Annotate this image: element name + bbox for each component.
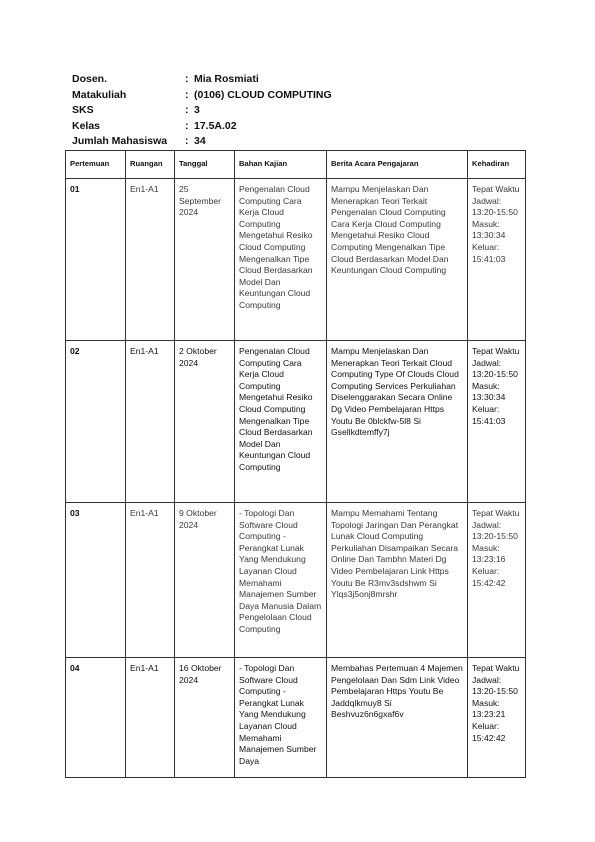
info-kelas xyxy=(72,119,332,135)
cell-kehadiran: Tepat Waktu Jadwal: 13:20-15:50 Masuk: 13:23:16 Keluar: 15:42:42 xyxy=(468,503,526,658)
separator: : xyxy=(185,104,189,116)
table-header-row xyxy=(66,151,526,179)
cell-bahan-kajian: Pengenalan Cloud Computing Cara Kerja Cloud Computing Mengetahui Resiko Cloud Computing Mengenalkan Tipe Cloud Berdasarkan Model Dan Keuntungan Cloud Computing xyxy=(235,341,327,503)
cell-pertemuan: 01 xyxy=(66,179,126,341)
separator: : xyxy=(185,73,189,85)
cell-tanggal: 2 Oktober 2024 xyxy=(175,341,235,503)
info-dosen xyxy=(72,72,332,88)
sks-value: 3 xyxy=(194,104,200,116)
cell-ruangan: En1-A1 xyxy=(126,179,175,341)
cell-berita-acara: Mampu Menjelaskan Dan Menerapkan Teori Terkait Cloud Computing Type Of Clouds Cloud Computing Services Perkuliahan Diselenggarakan Secara Online Dg Video Pembelajaran Https Youtu Be 0blckfw-5l8 Si Gsellkdtemffy7j xyxy=(327,341,468,503)
cell-bahan-kajian: Pengenalan Cloud Computing Cara Kerja Cloud Computing Mengetahui Resiko Cloud Computing Mengenalkan Tipe Cloud Berdasarkan Model Dan Keuntungan Cloud Computing xyxy=(235,179,327,341)
cell-berita-acara: Mampu Memahami Tentang Topologi Jaringan Dan Perangkat Lunak Cloud Computing Perkuliahan Disampaikan Secara Online Dan Tambhn Materi Dg Video Pembelajaran Link Https Youtu Be R3mv3sdshwm Si Ylqs3j5onj8mrshr xyxy=(327,503,468,658)
schedule-table xyxy=(65,150,526,778)
table-row xyxy=(66,503,526,658)
col-header-pertemuan: Pertemuan xyxy=(66,151,126,179)
dosen-label: Dosen. xyxy=(72,73,108,85)
course-info xyxy=(72,72,332,150)
col-header-ruangan: Ruangan xyxy=(126,151,175,179)
col-header-bahan-kajian: Bahan Kajian xyxy=(235,151,327,179)
cell-kehadiran: Tepat Waktu Jadwal: 13:20-15:50 Masuk: 13:30:34 Keluar: 15:41:03 xyxy=(468,179,526,341)
kelas-label: Kelas xyxy=(72,119,101,132)
matakuliah-label: Matakuliah xyxy=(72,88,127,101)
cell-tanggal: 25 September 2024 xyxy=(175,179,235,341)
col-header-tanggal: Tanggal xyxy=(175,151,235,179)
info-jumlah-mahasiswa xyxy=(72,134,332,150)
cell-pertemuan: 03 xyxy=(66,503,126,658)
cell-ruangan: En1-A1 xyxy=(126,658,175,778)
cell-kehadiran: Tepat Waktu Jadwal: 13:20-15:50 Masuk: 13:30:34 Keluar: 15:41:03 xyxy=(468,341,526,503)
info-sks xyxy=(72,103,332,119)
cell-tanggal: 16 Oktober 2024 xyxy=(175,658,235,778)
cell-berita-acara: Mampu Menjelaskan Dan Menerapkan Teori Terkait Pengenalan Cloud Computing Cara Kerja Cloud Computing Mengetahui Resiko Cloud Computing Mengenalkan Tipe Cloud Berdasarkan Model Dan Keuntungan Cloud Computing xyxy=(327,179,468,341)
separator: : xyxy=(185,135,189,147)
cell-pertemuan: 02 xyxy=(66,341,126,503)
jumlah-label: Jumlah Mahasiswa xyxy=(72,135,168,147)
cell-tanggal: 9 Oktober 2024 xyxy=(175,503,235,658)
kelas-value: 17.5A.02 xyxy=(194,119,237,132)
table-row xyxy=(66,179,526,341)
separator: : xyxy=(185,88,189,101)
cell-bahan-kajian: - Topologi Dan Software Cloud Computing - Perangkat Lunak Yang Mendukung Layanan Cloud Memahami Manajemen Sumber Daya Manusia Dalam Pengelolaan Cloud Computing xyxy=(235,503,327,658)
cell-ruangan: En1-A1 xyxy=(126,341,175,503)
dosen-value: Mia Rosmiati xyxy=(194,73,259,85)
separator: : xyxy=(185,119,189,132)
col-header-kehadiran: Kehadiran xyxy=(468,151,526,179)
jumlah-value: 34 xyxy=(194,135,206,147)
cell-pertemuan: 04 xyxy=(66,658,126,778)
sks-label: SKS xyxy=(72,104,94,116)
info-matakuliah xyxy=(72,88,332,104)
cell-bahan-kajian: - Topologi Dan Software Cloud Computing - Perangkat Lunak Yang Mendukung Layanan Cloud Memahami Manajemen Sumber Daya xyxy=(235,658,327,778)
col-header-berita-acara: Berita Acara Pengajaran xyxy=(327,151,468,179)
table-row xyxy=(66,341,526,503)
matakuliah-value: (0106) CLOUD COMPUTING xyxy=(194,88,332,101)
cell-kehadiran: Tepat Waktu Jadwal: 13:20-15:50 Masuk: 13:23:21 Keluar: 15:42:42 xyxy=(468,658,526,778)
table-row xyxy=(66,658,526,778)
cell-ruangan: En1-A1 xyxy=(126,503,175,658)
cell-berita-acara: Membahas Pertemuan 4 Majemen Pengelolaan Dan Sdm Link Video Pembelajaran Https Youtu Be Jaddqlkmuy8 Si Beshvuz6n6gxaf6v xyxy=(327,658,468,778)
